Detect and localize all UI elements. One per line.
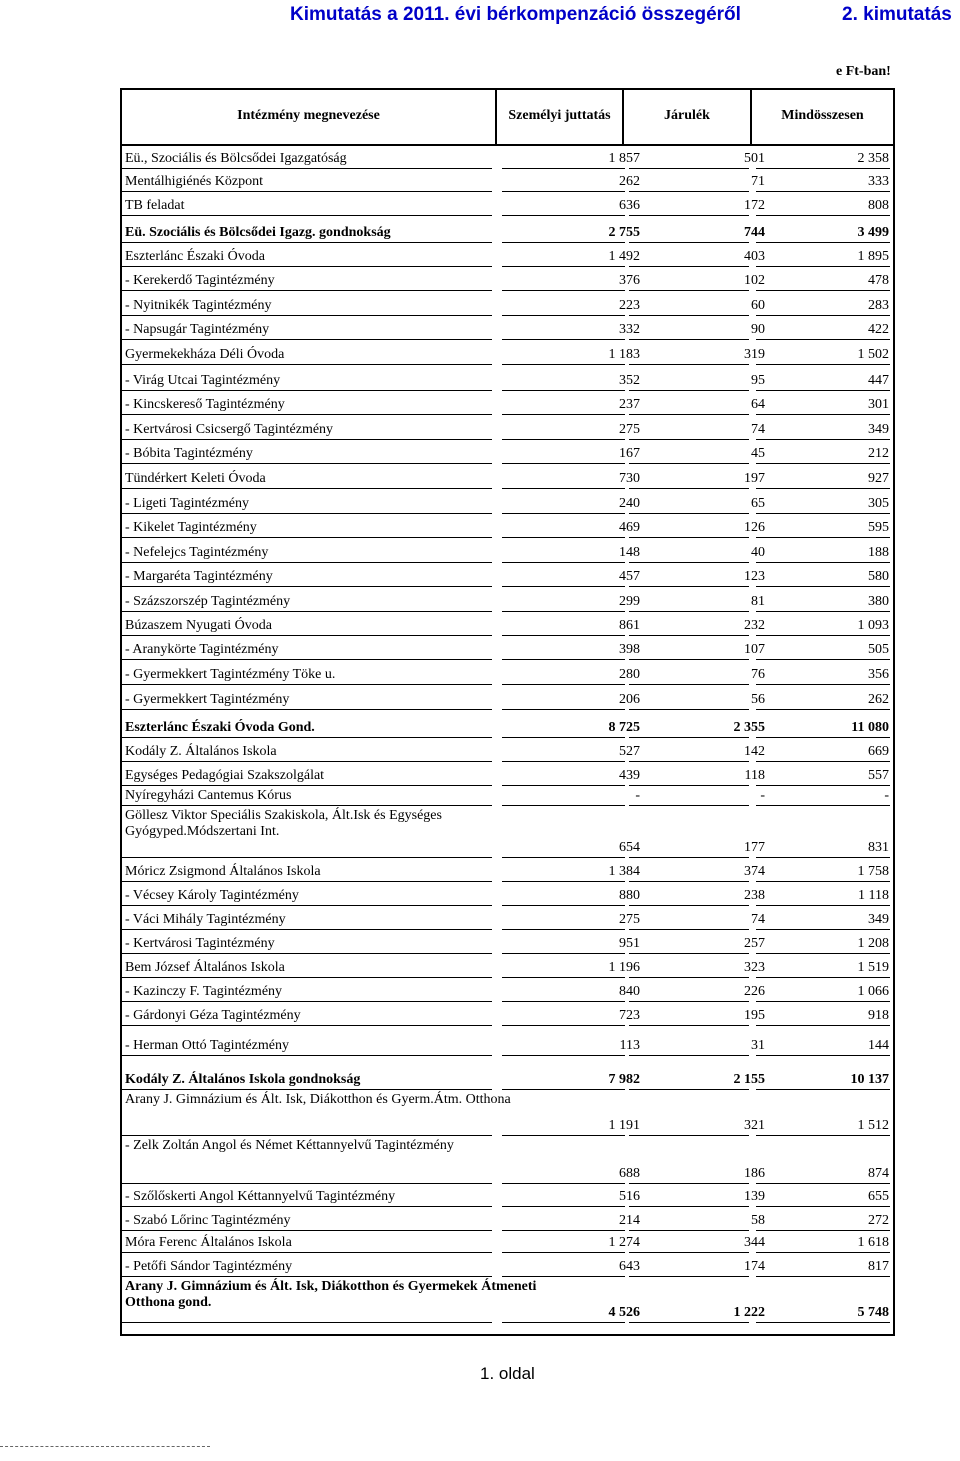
contribution-amount: 2 155 <box>733 1072 765 1087</box>
total-amount: 595 <box>868 520 889 535</box>
contribution-amount: 74 <box>751 912 765 927</box>
institution-name: - Szabó Lőrinc Tagintézmény <box>125 1213 291 1228</box>
institution-name: Kodály Z. Általános Iskola <box>125 744 277 759</box>
table-row <box>122 1056 893 1090</box>
institution-name: Eü., Szociális és Bölcsődei Igazgatóság <box>125 151 347 166</box>
table-row <box>122 465 893 489</box>
contribution-amount: 123 <box>744 569 765 584</box>
personal-amount: 688 <box>619 1166 640 1181</box>
personal-amount: 352 <box>619 373 640 388</box>
table-row <box>122 145 893 169</box>
row-rule <box>122 463 492 464</box>
contribution-amount: 95 <box>751 373 765 388</box>
contribution-amount: 81 <box>751 594 765 609</box>
table-row <box>122 786 893 806</box>
row-rule <box>502 339 625 340</box>
row-rule <box>502 463 625 464</box>
contribution-amount: 102 <box>744 273 765 288</box>
contribution-amount: 64 <box>751 397 765 412</box>
contribution-amount: 186 <box>744 1166 765 1181</box>
row-rule <box>502 659 625 660</box>
personal-amount: 1 274 <box>608 1235 640 1250</box>
table-row <box>122 1136 893 1184</box>
row-rule <box>756 414 890 415</box>
row-rule <box>629 586 749 587</box>
table-row <box>122 906 893 930</box>
personal-amount: 636 <box>619 198 640 213</box>
personal-amount: 167 <box>619 446 640 461</box>
total-amount: - <box>884 788 889 803</box>
total-amount: 283 <box>868 298 889 313</box>
personal-amount: 206 <box>619 692 640 707</box>
page-number: 1. oldal <box>480 1364 535 1383</box>
institution-name: - Bóbita Tagintézmény <box>125 446 253 461</box>
row-rule <box>122 290 492 291</box>
institution-name: - Kertvárosi Tagintézmény <box>125 936 275 951</box>
row-rule <box>629 488 749 489</box>
institution-name: - Margaréta Tagintézmény <box>125 569 273 584</box>
personal-amount: 880 <box>619 888 640 903</box>
contribution-amount: 76 <box>751 667 765 682</box>
total-amount: 655 <box>868 1189 889 1204</box>
total-amount: 305 <box>868 496 889 511</box>
contribution-amount: 31 <box>751 1038 765 1053</box>
total-amount: 1 208 <box>857 936 889 951</box>
contribution-amount: 403 <box>744 249 765 264</box>
table-row <box>122 367 893 391</box>
institution-name: Eszterlánc Északi Óvoda <box>125 249 265 264</box>
institution-name: Búzaszem Nyugati Óvoda <box>125 618 272 633</box>
institution-name: - Százszorszép Tagintézmény <box>125 594 291 609</box>
institution-name: - Nyitnikék Tagintézmény <box>125 298 272 313</box>
contribution-amount: 374 <box>744 864 765 879</box>
personal-amount: 223 <box>619 298 640 313</box>
row-rule <box>502 290 625 291</box>
total-amount: 301 <box>868 397 889 412</box>
total-amount: 669 <box>868 744 889 759</box>
row-rule <box>122 364 492 365</box>
personal-amount: 840 <box>619 984 640 999</box>
total-amount: 1 519 <box>857 960 889 975</box>
row-rule <box>502 1322 625 1323</box>
institution-name: - Ligeti Tagintézmény <box>125 496 249 511</box>
personal-amount: 148 <box>619 545 640 560</box>
total-amount: 874 <box>868 1166 889 1181</box>
personal-amount: 643 <box>619 1259 640 1274</box>
personal-amount: 1 384 <box>608 864 640 879</box>
contribution-amount: 74 <box>751 422 765 437</box>
institution-name: Arany J. Gimnázium és Ált. Isk, Diákotthon és Gyermekek Átmeneti Otthona gond. <box>125 1279 537 1310</box>
contribution-amount: 321 <box>744 1118 765 1133</box>
row-rule <box>756 290 890 291</box>
contribution-amount: 744 <box>744 225 765 240</box>
personal-amount: 299 <box>619 594 640 609</box>
table-row <box>122 978 893 1002</box>
total-amount: 817 <box>868 1259 889 1274</box>
institution-name: Móra Ferenc Általános Iskola <box>125 1235 292 1250</box>
table-row <box>122 243 893 267</box>
institution-name: Nyíregyházi Cantemus Kórus <box>125 788 292 803</box>
personal-amount: 730 <box>619 471 640 486</box>
table-row <box>122 1002 893 1026</box>
institution-name: - Gyermekkert Tagintézmény <box>125 692 290 707</box>
personal-amount: 457 <box>619 569 640 584</box>
row-rule <box>756 1322 890 1323</box>
total-amount: 356 <box>868 667 889 682</box>
personal-amount: 2 755 <box>608 225 640 240</box>
personal-amount: 723 <box>619 1008 640 1023</box>
total-amount: 1 093 <box>857 618 889 633</box>
document-number: 2. kimutatás <box>842 4 952 25</box>
row-rule <box>756 339 890 340</box>
table-row <box>122 168 893 192</box>
institution-name: Gyermekekháza Déli Óvoda <box>125 347 285 362</box>
row-rule <box>629 290 749 291</box>
institution-name: Mentálhigiénés Központ <box>125 174 264 189</box>
row-rule <box>629 659 749 660</box>
personal-amount: 237 <box>619 397 640 412</box>
personal-amount: 398 <box>619 642 640 657</box>
total-amount: 272 <box>868 1213 889 1228</box>
personal-amount: 1 183 <box>608 347 640 362</box>
row-rule <box>756 488 890 489</box>
contribution-amount: 126 <box>744 520 765 535</box>
institution-name: Kodály Z. Általános Iskola gondnokság <box>125 1072 361 1087</box>
table-row <box>122 612 893 636</box>
total-amount: 478 <box>868 273 889 288</box>
document-title: Kimutatás a 2011. évi bérkompenzáció összegéről <box>290 4 741 25</box>
row-rule <box>756 586 890 587</box>
institution-name: - Kazinczy F. Tagintézmény <box>125 984 283 999</box>
table-row <box>122 661 893 685</box>
institution-name: Göllesz Viktor Speciális Szakiskola, Ált.Isk és Egységes Gyógyped.Módszertani Int. <box>125 808 442 839</box>
total-amount: 1 758 <box>857 864 889 879</box>
institution-name: - Herman Ottó Tagintézmény <box>125 1038 289 1053</box>
row-rule <box>122 1322 492 1323</box>
table-row <box>122 738 893 762</box>
personal-amount: - <box>635 788 640 803</box>
contribution-amount: 226 <box>744 984 765 999</box>
total-amount: 1 618 <box>857 1235 889 1250</box>
table-row <box>122 316 893 340</box>
contribution-amount: 58 <box>751 1213 765 1228</box>
personal-amount: 8 725 <box>608 720 640 735</box>
total-amount: 5 748 <box>857 1305 889 1320</box>
contribution-amount: 319 <box>744 347 765 362</box>
contribution-amount: 501 <box>744 151 765 166</box>
personal-amount: 654 <box>619 840 640 855</box>
total-amount: 2 358 <box>857 151 889 166</box>
institution-name: - Zelk Zoltán Angol és Német Kéttannyelvű Tagintézmény <box>125 1138 454 1153</box>
row-rule <box>502 586 625 587</box>
personal-amount: 1 196 <box>608 960 640 975</box>
table-row <box>122 391 893 415</box>
table-row <box>122 1090 893 1136</box>
contribution-amount: 172 <box>744 198 765 213</box>
contribution-amount: 107 <box>744 642 765 657</box>
total-amount: 580 <box>868 569 889 584</box>
total-amount: 505 <box>868 642 889 657</box>
row-rule <box>629 1322 749 1323</box>
contribution-amount: 90 <box>751 322 765 337</box>
institution-name: - Vécsey Károly Tagintézmény <box>125 888 299 903</box>
personal-amount: 516 <box>619 1189 640 1204</box>
contribution-amount: 142 <box>744 744 765 759</box>
institution-name: - Napsugár Tagintézmény <box>125 322 270 337</box>
personal-amount: 376 <box>619 273 640 288</box>
row-rule <box>629 537 749 538</box>
total-amount: 831 <box>868 840 889 855</box>
contribution-amount: 1 222 <box>733 1305 765 1320</box>
institution-name: - Gárdonyi Géza Tagintézmény <box>125 1008 301 1023</box>
row-rule <box>122 339 492 340</box>
total-amount: 918 <box>868 1008 889 1023</box>
institution-name: - Gyermekkert Tagintézmény Töke u. <box>125 667 336 682</box>
total-amount: 1 502 <box>857 347 889 362</box>
table-row <box>122 762 893 786</box>
total-amount: 188 <box>868 545 889 560</box>
table-row <box>122 806 893 858</box>
column-header-personal: Személyi juttatás <box>508 108 611 123</box>
total-amount: 380 <box>868 594 889 609</box>
row-rule <box>502 537 625 538</box>
total-amount: 1 066 <box>857 984 889 999</box>
table-row <box>122 858 893 882</box>
institution-name: - Aranykörte Tagintézmény <box>125 642 279 657</box>
total-amount: 11 080 <box>851 720 889 735</box>
contribution-amount: 56 <box>751 692 765 707</box>
row-rule <box>756 463 890 464</box>
total-amount: 262 <box>868 692 889 707</box>
contribution-amount: 65 <box>751 496 765 511</box>
compensation-table <box>120 88 895 1336</box>
total-amount: 557 <box>868 768 889 783</box>
contribution-amount: 71 <box>751 174 765 189</box>
institution-name: - Szőlőskerti Angol Kéttannyelvű Tagintézmény <box>125 1189 396 1204</box>
contribution-amount: 139 <box>744 1189 765 1204</box>
personal-amount: 951 <box>619 936 640 951</box>
table-row <box>122 588 893 612</box>
table-row <box>122 539 893 563</box>
row-rule <box>502 488 625 489</box>
table-row <box>122 1184 893 1207</box>
personal-amount: 214 <box>619 1213 640 1228</box>
row-rule <box>629 339 749 340</box>
total-amount: 422 <box>868 322 889 337</box>
table-row <box>122 1253 893 1277</box>
contribution-amount: - <box>760 788 765 803</box>
row-rule <box>122 488 492 489</box>
table-row <box>122 216 893 243</box>
row-rule <box>756 659 890 660</box>
institution-name: Eü. Szociális és Bölcsődei Igazg. gondnokság <box>125 225 391 240</box>
contribution-amount: 232 <box>744 618 765 633</box>
personal-amount: 240 <box>619 496 640 511</box>
total-amount: 808 <box>868 198 889 213</box>
total-amount: 447 <box>868 373 889 388</box>
table-row <box>122 1231 893 1253</box>
table-row <box>122 416 893 440</box>
institution-name: - Kikelet Tagintézmény <box>125 520 257 535</box>
total-amount: 144 <box>868 1038 889 1053</box>
institution-name: Eszterlánc Északi Óvoda Gond. <box>125 720 315 735</box>
total-amount: 333 <box>868 174 889 189</box>
total-amount: 1 895 <box>857 249 889 264</box>
institution-name: - Váci Mihály Tagintézmény <box>125 912 286 927</box>
column-header-institution: Intézmény megnevezése <box>237 108 380 123</box>
institution-name: - Kertvárosi Csicsergő Tagintézmény <box>125 422 334 437</box>
row-rule <box>502 414 625 415</box>
institution-name: - Kerekerdő Tagintézmény <box>125 273 275 288</box>
row-rule <box>122 659 492 660</box>
personal-amount: 113 <box>619 1038 640 1053</box>
total-amount: 1 512 <box>857 1118 889 1133</box>
institution-name: Tündérkert Keleti Óvoda <box>125 471 266 486</box>
total-amount: 10 137 <box>850 1072 889 1087</box>
institution-name: - Nefelejcs Tagintézmény <box>125 545 269 560</box>
contribution-amount: 60 <box>751 298 765 313</box>
table-row <box>122 1207 893 1231</box>
institution-name: - Petőfi Sándor Tagintézmény <box>125 1259 293 1274</box>
contribution-amount: 2 355 <box>733 720 765 735</box>
table-row <box>122 514 893 538</box>
personal-amount: 7 982 <box>608 1072 640 1087</box>
personal-amount: 332 <box>619 322 640 337</box>
row-rule <box>629 463 749 464</box>
table-row <box>122 192 893 216</box>
contribution-amount: 323 <box>744 960 765 975</box>
personal-amount: 861 <box>619 618 640 633</box>
personal-amount: 280 <box>619 667 640 682</box>
table-row <box>122 440 893 464</box>
personal-amount: 262 <box>619 174 640 189</box>
institution-name: TB feladat <box>125 198 185 213</box>
total-amount: 349 <box>868 912 889 927</box>
row-rule <box>756 537 890 538</box>
personal-amount: 469 <box>619 520 640 535</box>
table-header <box>122 90 893 146</box>
table-row <box>122 930 893 954</box>
table-row <box>122 882 893 906</box>
row-rule <box>122 414 492 415</box>
table-row <box>122 636 893 660</box>
contribution-amount: 177 <box>744 840 765 855</box>
currency-note: e Ft-ban! <box>836 64 891 79</box>
institution-name: Móricz Zsigmond Általános Iskola <box>125 864 321 879</box>
table-row <box>122 267 893 291</box>
contribution-amount: 40 <box>751 545 765 560</box>
title-bar <box>290 4 960 28</box>
personal-amount: 1 492 <box>608 249 640 264</box>
contribution-amount: 238 <box>744 888 765 903</box>
table-row <box>122 490 893 514</box>
contribution-amount: 197 <box>744 471 765 486</box>
table-row <box>122 710 893 738</box>
contribution-amount: 118 <box>744 768 765 783</box>
institution-name: Arany J. Gimnázium és Ált. Isk, Diákotthon és Gyerm.Átm. Otthona <box>125 1092 511 1107</box>
total-amount: 3 499 <box>857 225 889 240</box>
personal-amount: 527 <box>619 744 640 759</box>
institution-name: Bem József Általános Iskola <box>125 960 285 975</box>
row-rule <box>122 537 492 538</box>
personal-amount: 275 <box>619 422 640 437</box>
column-header-total: Mindösszesen <box>781 108 864 123</box>
total-amount: 212 <box>868 446 889 461</box>
row-rule <box>122 586 492 587</box>
table-row <box>122 954 893 978</box>
row-rule <box>502 364 625 365</box>
table-row <box>122 684 893 710</box>
row-rule <box>756 364 890 365</box>
table-row <box>122 341 893 365</box>
personal-amount: 275 <box>619 912 640 927</box>
scan-artifact <box>0 1446 210 1448</box>
personal-amount: 439 <box>619 768 640 783</box>
contribution-amount: 45 <box>751 446 765 461</box>
table-row <box>122 1277 893 1323</box>
institution-name: Egységes Pedagógiai Szakszolgálat <box>125 768 325 783</box>
contribution-amount: 174 <box>744 1259 765 1274</box>
total-amount: 349 <box>868 422 889 437</box>
personal-amount: 1 191 <box>608 1118 640 1133</box>
personal-amount: 1 857 <box>608 151 640 166</box>
total-amount: 1 118 <box>858 888 889 903</box>
contribution-amount: 344 <box>744 1235 765 1250</box>
table-row <box>122 292 893 316</box>
contribution-amount: 195 <box>744 1008 765 1023</box>
row-rule <box>629 364 749 365</box>
total-amount: 927 <box>868 471 889 486</box>
personal-amount: 4 526 <box>608 1305 640 1320</box>
contribution-amount: 257 <box>744 936 765 951</box>
institution-name: - Kincskereső Tagintézmény <box>125 397 285 412</box>
institution-name: - Virág Utcai Tagintézmény <box>125 373 281 388</box>
column-header-contribution: Járulék <box>664 108 710 123</box>
row-rule <box>629 414 749 415</box>
table-row <box>122 563 893 587</box>
table-row <box>122 1026 893 1056</box>
